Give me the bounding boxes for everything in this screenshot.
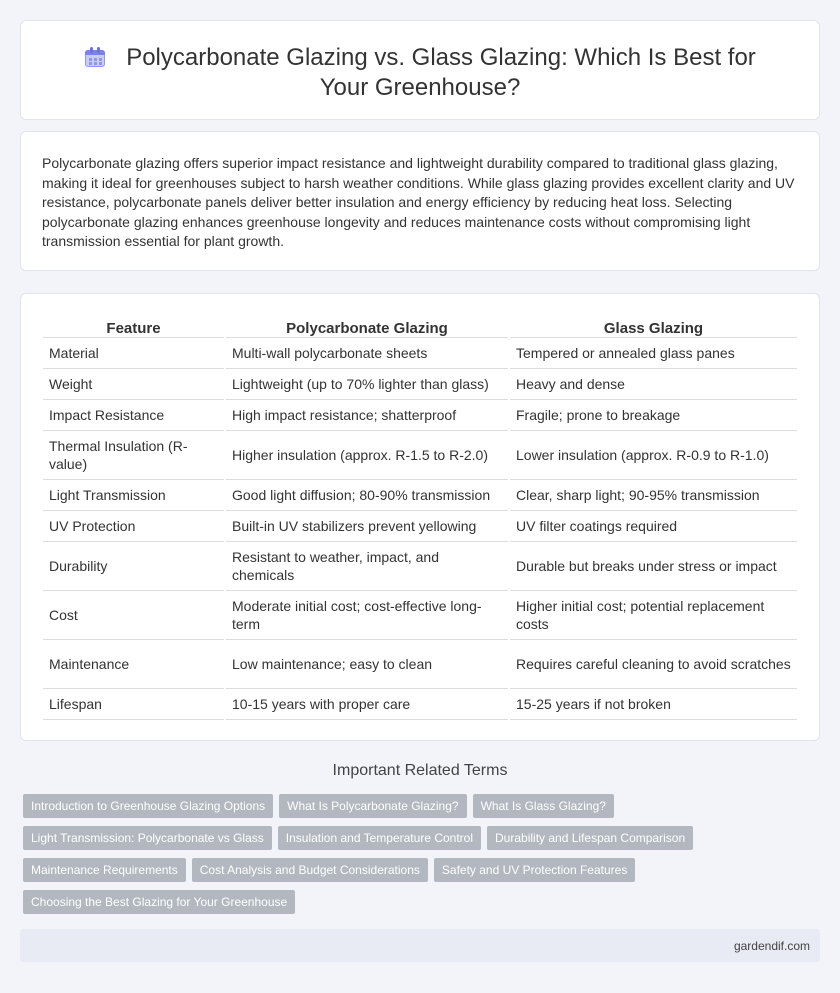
table-row — [43, 591, 797, 640]
related-terms-heading: Important Related Terms — [332, 762, 508, 779]
header-glass: Glass Glazing — [510, 316, 797, 338]
title-card — [20, 20, 820, 120]
row-feature: Cost — [43, 591, 224, 640]
header-polycarbonate: Polycarbonate Glazing — [226, 316, 508, 338]
table-row — [43, 511, 797, 542]
row-polycarbonate: Low maintenance; easy to clean — [226, 640, 508, 689]
row-feature: Impact Resistance — [43, 400, 224, 431]
row-glass: UV filter coatings required — [510, 511, 797, 542]
table-row — [43, 480, 797, 511]
row-feature: UV Protection — [43, 511, 224, 542]
comparison-card — [20, 293, 820, 741]
footer-site-link[interactable]: gardendif.com — [733, 939, 810, 953]
row-polycarbonate: Resistant to weather, impact, and chemicals — [226, 542, 508, 591]
row-polycarbonate: High impact resistance; shatterproof — [226, 400, 508, 431]
row-polycarbonate: Lightweight (up to 70% lighter than glass) — [226, 369, 508, 400]
row-feature: Material — [43, 338, 224, 369]
related-term-tag[interactable]: Maintenance Requirements — [23, 858, 186, 882]
row-polycarbonate: Higher insulation (approx. R-1.5 to R-2.0) — [226, 431, 508, 480]
row-feature: Light Transmission — [43, 480, 224, 511]
header-feature: Feature — [43, 316, 224, 338]
table-row — [43, 689, 797, 720]
row-polycarbonate: 10-15 years with proper care — [226, 689, 508, 720]
row-glass: Heavy and dense — [510, 369, 797, 400]
related-term-tag[interactable]: Cost Analysis and Budget Considerations — [192, 858, 428, 882]
row-polycarbonate: Good light diffusion; 80-90% transmission — [226, 480, 508, 511]
row-glass: Higher initial cost; potential replacement costs — [510, 591, 797, 640]
row-glass: Requires careful cleaning to avoid scratches — [510, 640, 797, 689]
table-row — [43, 640, 797, 689]
calendar-icon — [84, 46, 106, 68]
row-feature: Weight — [43, 369, 224, 400]
table-row — [43, 338, 797, 369]
table-row — [43, 431, 797, 480]
related-term-tag[interactable]: What Is Glass Glazing? — [473, 794, 614, 818]
related-term-tag[interactable]: Choosing the Best Glazing for Your Greenhouse — [23, 890, 295, 914]
table-header-row — [43, 316, 797, 338]
intro-paragraph: Polycarbonate glazing offers superior impact resistance and lightweight durability compared to traditional glass glazing, making it ideal for greenhouses subject to harsh weather conditions. While glass glazing provides excellent clarity and UV resistance, polycarbonate panels deliver better insulation and energy efficiency by reducing heat loss. Selecting polycarbonate glazing enhances greenhouse longevity and reduces maintenance costs without compromising light transmission essential for plant growth. — [42, 155, 795, 249]
row-feature: Durability — [43, 542, 224, 591]
row-feature: Thermal Insulation (R-value) — [43, 431, 224, 480]
intro-card — [20, 131, 820, 271]
related-term-tag[interactable]: Insulation and Temperature Control — [278, 826, 481, 850]
table-row — [43, 542, 797, 591]
page-title: Polycarbonate Glazing vs. Glass Glazing: Which Is Best for Your Greenhouse? — [126, 44, 756, 101]
row-feature: Maintenance — [43, 640, 224, 689]
related-terms-list — [23, 794, 823, 922]
table-row — [43, 369, 797, 400]
related-term-tag[interactable]: Introduction to Greenhouse Glazing Options — [23, 794, 273, 818]
row-glass: Fragile; prone to breakage — [510, 400, 797, 431]
comparison-table — [41, 316, 799, 720]
page-title-wrap — [61, 43, 779, 103]
row-glass: Lower insulation (approx. R-0.9 to R-1.0) — [510, 431, 797, 480]
related-term-tag[interactable]: Light Transmission: Polycarbonate vs Glass — [23, 826, 272, 850]
table-row — [43, 400, 797, 431]
related-term-tag[interactable]: What Is Polycarbonate Glazing? — [279, 794, 466, 818]
row-glass: Clear, sharp light; 90-95% transmission — [510, 480, 797, 511]
row-polycarbonate: Multi-wall polycarbonate sheets — [226, 338, 508, 369]
row-glass: 15-25 years if not broken — [510, 689, 797, 720]
related-term-tag[interactable]: Safety and UV Protection Features — [434, 858, 635, 882]
row-feature: Lifespan — [43, 689, 224, 720]
footer-bar — [20, 929, 820, 962]
row-glass: Tempered or annealed glass panes — [510, 338, 797, 369]
row-polycarbonate: Built-in UV stabilizers prevent yellowing — [226, 511, 508, 542]
row-polycarbonate: Moderate initial cost; cost-effective long-term — [226, 591, 508, 640]
row-glass: Durable but breaks under stress or impact — [510, 542, 797, 591]
related-term-tag[interactable]: Durability and Lifespan Comparison — [487, 826, 693, 850]
